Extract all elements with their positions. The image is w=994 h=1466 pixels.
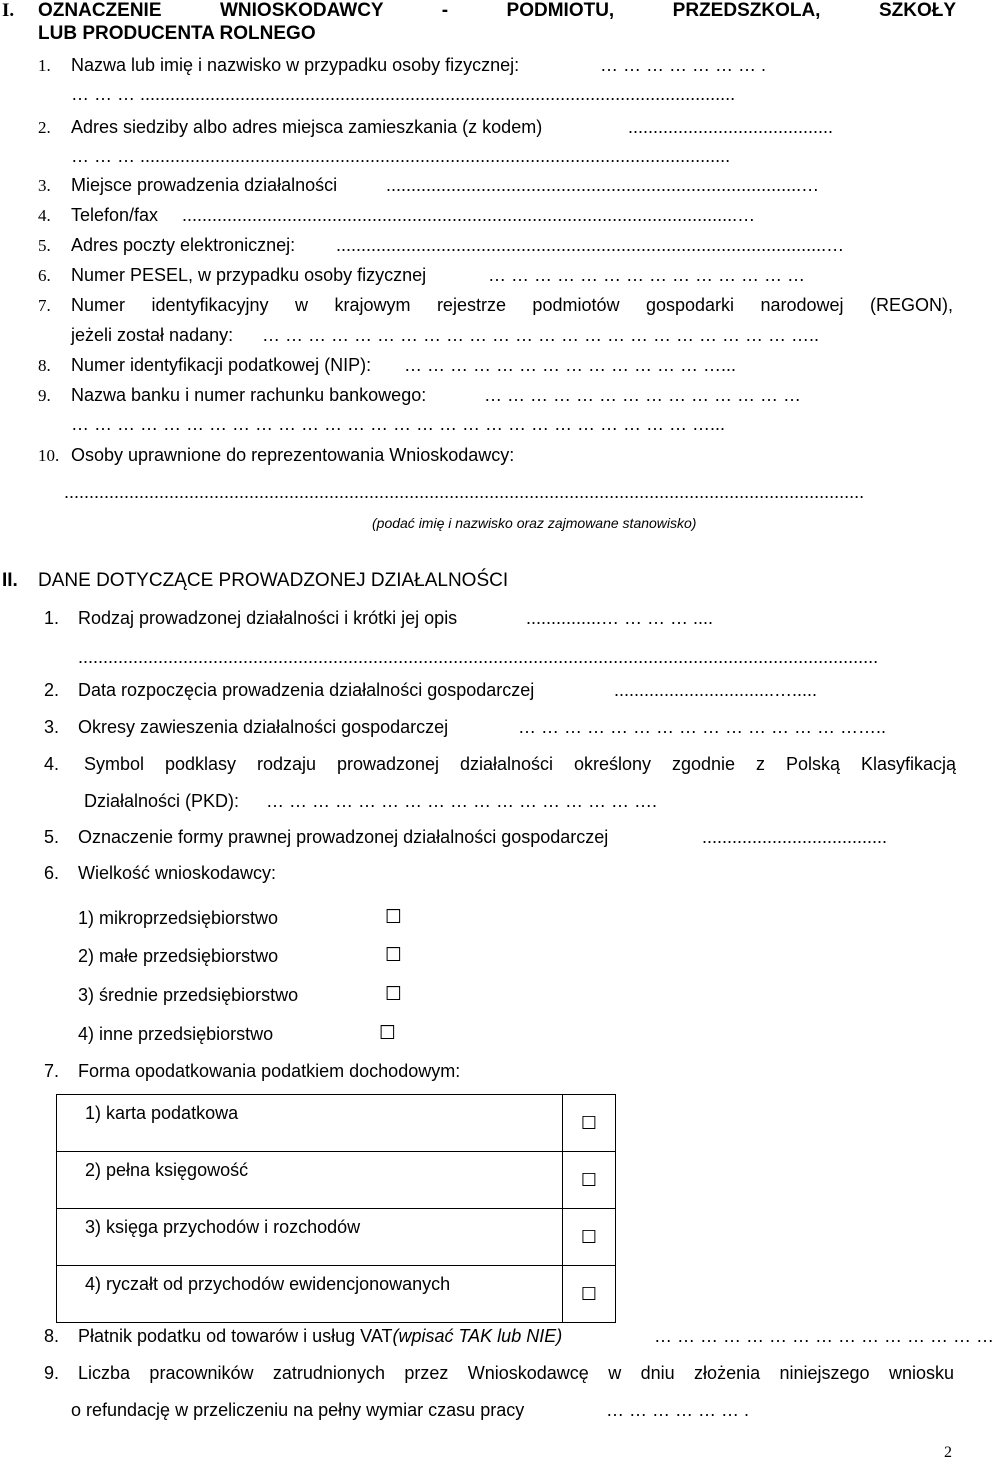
tax-option-1-label: 1) karta podatkowa xyxy=(57,1095,563,1152)
tax-option-2-checkbox[interactable]: ☐ xyxy=(563,1152,616,1209)
size-option-2-checkbox[interactable]: ☐ xyxy=(385,944,403,966)
s2-item-7-label: Forma opodatkowania podatkiem dochodowym: xyxy=(78,1061,461,1081)
s2-item-8-label xyxy=(78,1326,562,1347)
tax-option-3-label: 3) księga przychodów i rozchodów xyxy=(57,1209,563,1266)
tax-option-1-checkbox[interactable]: ☐ xyxy=(563,1095,616,1152)
size-option-4-label: 4) inne przedsiębiorstwo xyxy=(78,1024,274,1044)
s2-item-2-number: 2. xyxy=(44,680,60,700)
representatives-note: (podać imię i nazwisko oraz zajmowane stanowisko) xyxy=(372,515,697,531)
item-10-number: 10. xyxy=(38,446,60,465)
item-2-fill-line[interactable]: ......................................... xyxy=(628,117,834,137)
item-7-number: 7. xyxy=(38,296,51,315)
s2-item-3-number: 3. xyxy=(44,717,60,737)
s2-item-1-label: Rodzaj prowadzonej działalności i krótki jej opis xyxy=(78,608,458,628)
item-3-number: 3. xyxy=(38,176,51,195)
item-2-fill-line-2[interactable]: … … … ...................................................................................................................... xyxy=(71,146,731,166)
s2-item-8-label-italic: (wpisać TAK lub NIE) xyxy=(392,1326,563,1346)
s2-item-9-label-line-2: o refundację w przeliczeniu na pełny wymiar czasu pracy xyxy=(71,1400,525,1420)
s2-item-9-fill-line[interactable]: … … … … … … . xyxy=(606,1400,750,1420)
page-number: 2 xyxy=(944,1444,952,1461)
item-4-number: 4. xyxy=(38,206,51,225)
item-1-number: 1. xyxy=(38,56,51,75)
s2-item-1-number: 1. xyxy=(44,608,60,628)
item-5-number: 5. xyxy=(38,236,51,255)
s2-item-5-number: 5. xyxy=(44,827,60,847)
s2-item-5-label: Oznaczenie formy prawnej prowadzonej działalności gospodarczej xyxy=(78,827,609,847)
section-1-roman: I. xyxy=(2,0,15,21)
item-1-fill-line[interactable]: … … … … … … … . xyxy=(600,55,767,75)
size-option-2-label: 2) małe przedsiębiorstwo xyxy=(78,946,279,966)
item-9-number: 9. xyxy=(38,386,51,405)
item-3-fill-line[interactable]: ...................................................................................… xyxy=(386,175,820,195)
s2-item-6-number: 6. xyxy=(44,863,60,883)
tax-option-row xyxy=(57,1209,616,1266)
s2-item-8-number: 8. xyxy=(44,1326,60,1346)
size-option-3-checkbox[interactable]: ☐ xyxy=(385,983,403,1005)
tax-option-3-checkbox[interactable]: ☐ xyxy=(563,1209,616,1266)
s2-item-1-fill-line[interactable]: ...............… … … … .... xyxy=(526,608,714,628)
s2-item-6-label: Wielkość wnioskodawcy: xyxy=(78,863,277,883)
item-5-label: Adres poczty elektronicznej: xyxy=(71,235,296,255)
item-9-fill-line[interactable]: … … … … … … … … … … … … … … xyxy=(484,385,802,405)
item-6-fill-line[interactable]: … … … … … … … … … … … … … … xyxy=(488,265,806,285)
s2-item-8-fill-line[interactable]: … … … … … … … … … … … … … … … xyxy=(654,1326,994,1346)
item-2-label: Adres siedziby albo adres miejsca zamieszkania (z kodem) xyxy=(71,117,543,137)
s2-item-2-label: Data rozpoczęcia prowadzenia działalności gospodarczej xyxy=(78,680,535,700)
tax-form-table xyxy=(56,1094,616,1323)
tax-option-4-label: 4) ryczałt od przychodów ewidencjonowanych xyxy=(57,1266,563,1323)
section-2-roman: II. xyxy=(2,570,18,591)
item-8-fill-line[interactable]: … … … … … … … … … … … … … …... xyxy=(404,355,737,375)
item-9-label: Nazwa banku i numer rachunku bankowego: xyxy=(71,385,427,405)
s2-item-2-fill-line[interactable]: ................................…..... xyxy=(614,680,818,700)
item-7-label-line-2: jeżeli został nadany: xyxy=(71,325,234,345)
size-option-1-label: 1) mikroprzedsiębiorstwo xyxy=(78,908,279,928)
size-option-4-checkbox[interactable]: ☐ xyxy=(379,1022,397,1044)
section-1-title-line-1: OZNACZENIE WNIOSKODAWCY - PODMIOTU, PRZEDSZKOLA, SZKOŁY xyxy=(38,0,956,21)
item-8-number: 8. xyxy=(38,356,51,375)
s2-item-4-number: 4. xyxy=(44,754,60,774)
tax-option-4-checkbox[interactable]: ☐ xyxy=(563,1266,616,1323)
tax-option-row xyxy=(57,1152,616,1209)
size-option-3-label: 3) średnie przedsiębiorstwo xyxy=(78,985,299,1005)
section-1-title-line-2: LUB PRODUCENTA ROLNEGO xyxy=(38,23,316,44)
size-option-1-checkbox[interactable]: ☐ xyxy=(385,906,403,928)
s2-item-4-label-line-2: Działalności (PKD): xyxy=(84,791,240,811)
s2-item-7-number: 7. xyxy=(44,1061,60,1081)
item-10-fill-line[interactable]: ................................................................................................................................................................ xyxy=(64,482,865,502)
s2-item-9-number: 9. xyxy=(44,1363,60,1383)
tax-option-2-label: 2) pełna księgowość xyxy=(57,1152,563,1209)
s2-item-1-fill-line-2[interactable]: ................................................................................................................................................................ xyxy=(78,647,879,667)
item-4-label: Telefon/fax xyxy=(71,205,159,225)
item-4-fill-line[interactable]: ...............................................................................................................… xyxy=(182,205,756,225)
tax-option-row xyxy=(57,1266,616,1323)
item-6-label: Numer PESEL, w przypadku osoby fizycznej xyxy=(71,265,427,285)
item-2-number: 2. xyxy=(38,118,51,137)
item-6-number: 6. xyxy=(38,266,51,285)
item-8-label: Numer identyfikacji podatkowej (NIP): xyxy=(71,355,372,375)
s2-item-5-fill-line[interactable]: ..................................... xyxy=(702,827,888,847)
item-7-fill-line[interactable]: … … … … … … … … … … … … … … … … … … … … … … … ….. xyxy=(262,325,820,345)
section-2-title: DANE DOTYCZĄCE PROWADZONEJ DZIAŁALNOŚCI xyxy=(38,570,509,591)
s2-item-3-fill-line[interactable]: … … … … … … … … … … … … … … …….. xyxy=(518,717,887,737)
s2-item-3-label: Okresy zawieszenia działalności gospodarczej xyxy=(78,717,449,737)
item-9-fill-line-2[interactable]: … … … … … … … … … … … … … … … … … … … … … … … … … … … …... xyxy=(71,414,726,434)
s2-item-9-label: Liczba pracowników zatrudnionych przez Wnioskodawcę w dniu złożenia niniejszego wniosku xyxy=(78,1363,954,1383)
s2-item-4-label: Symbol podklasy rodzaju prowadzonej działalności określony zgodnie z Polską Klasyfikacją xyxy=(84,754,956,774)
item-1-fill-line-2[interactable]: … … … ....................................................................................................................... xyxy=(71,84,736,104)
s2-item-8-label-text: Płatnik podatku od towarów i usług VAT xyxy=(78,1326,393,1346)
s2-item-4-fill-line[interactable]: … … … … … … … … … … … … … … … … …. xyxy=(266,791,658,811)
item-10-label: Osoby uprawnione do reprezentowania Wnioskodawcy: xyxy=(71,445,515,465)
item-5-fill-line[interactable]: ..................................................................................................… xyxy=(336,235,845,255)
tax-option-row xyxy=(57,1095,616,1152)
item-1-label: Nazwa lub imię i nazwisko w przypadku osoby fizycznej: xyxy=(71,55,520,75)
item-7-label: Numer identyfikacyjny w krajowym rejestrze podmiotów gospodarki narodowej (REGON), xyxy=(71,295,953,315)
item-3-label: Miejsce prowadzenia działalności xyxy=(71,175,338,195)
